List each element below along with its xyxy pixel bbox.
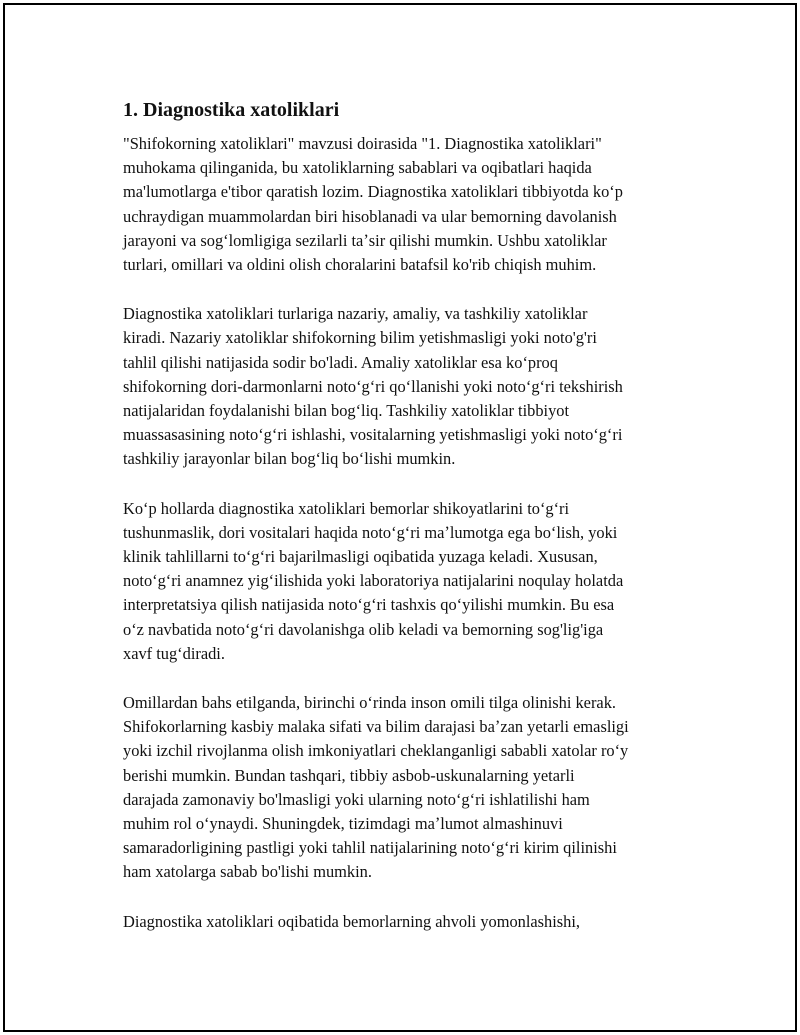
- text-line: kiradi. Nazariy xatoliklar shifokorning bilim yetishmasligi yoki noto'g'ri: [123, 328, 597, 348]
- paragraph-4: [123, 691, 695, 885]
- text-line: uchraydigan muammolardan biri hisoblanadi va ular bemorning davolanish: [123, 206, 617, 226]
- text-line: tashkiliy jarayonlar bilan bogʻliq boʻlishi mumkin.: [123, 449, 456, 469]
- text-line: oʻz navbatida notoʻgʻri davolanishga olib keladi va bemorning sog'lig'iga: [123, 619, 604, 639]
- text-line: tushunmaslik, dori vositalari haqida notoʻgʻri maʼlumotga ega boʻlish, yoki: [123, 522, 618, 542]
- text-line: berishi mumkin. Bundan tashqari, tibbiy asbob-uskunalarning yetarli: [123, 765, 575, 785]
- document-body: [123, 97, 695, 959]
- text-line: Diagnostika xatoliklari turlariga nazariy, amaliy, va tashkiliy xatoliklar: [123, 304, 588, 324]
- paragraph-1: [123, 132, 695, 277]
- text-line: shifokorning dori-darmonlarni notoʻgʻri qoʻllanishi yoki notoʻgʻri tekshirish: [123, 376, 623, 396]
- text-line: notoʻgʻri anamnez yigʻilishida yoki laboratoriya natijalarini noqulay holatda: [123, 571, 624, 591]
- text-line: turlari, omillari va oldini olish choralarini batafsil ko'rib chiqish muhim.: [123, 255, 597, 275]
- text-line: Shifokorlarning kasbiy malaka sifati va bilim darajasi baʼzan yetarli emasligi: [123, 717, 629, 737]
- section-heading: 1. Diagnostika xatoliklari: [123, 99, 340, 121]
- text-line: tahlil qilishi natijasida sodir bo'ladi. Amaliy xatoliklar esa koʻproq: [123, 352, 558, 372]
- text-line: interpretatsiya qilish natijasida notoʻgʻri tashxis qoʻyilishi mumkin. Bu esa: [123, 595, 615, 615]
- text-line: muhim rol oʻynaydi. Shuningdek, tizimdagi maʼlumot almashinuvi: [123, 814, 563, 834]
- text-line: ma'lumotlarga e'tibor qaratish lozim. Diagnostika xatoliklari tibbiyotda koʻp: [123, 182, 623, 202]
- text-line: jarayoni va sogʻlomligiga sezilarli taʼsir qilishi mumkin. Ushbu xatoliklar: [123, 230, 607, 250]
- text-line: Omillardan bahs etilganda, birinchi oʻrinda inson omili tilga olinishi kerak.: [123, 693, 616, 713]
- text-line: ham xatolarga sabab bo'lishi mumkin.: [123, 862, 372, 882]
- page-frame: [3, 3, 797, 1032]
- text-line: natijalaridan foydalanishi bilan bogʻliq. Tashkiliy xatoliklar tibbiyot: [123, 401, 570, 421]
- text-line: Diagnostika xatoliklari oqibatida bemorlarning ahvoli yomonlashishi,: [123, 911, 581, 931]
- text-line: yoki izchil rivojlanma olish imkoniyatlari cheklanganligi sababli xatolar roʻy: [123, 741, 629, 761]
- text-line: muassasasining notoʻgʻri ishlashi, vositalarning yetishmasligi yoki notoʻgʻri: [123, 425, 623, 445]
- paragraph-5: [123, 910, 695, 934]
- text-line: samaradorligining pastligi yoki tahlil natijalarining notoʻgʻri kirim qilinishi: [123, 838, 617, 858]
- paragraph-2: [123, 302, 695, 471]
- text-line: xavf tugʻdiradi.: [123, 643, 225, 663]
- text-line: muhokama qilinganida, bu xatoliklarning sabablari va oqibatlari haqida: [123, 158, 592, 178]
- paragraph-3: [123, 497, 695, 666]
- text-line: darajada zamonaviy bo'lmasligi yoki ularning notoʻgʻri ishlatilishi ham: [123, 789, 590, 809]
- text-line: klinik tahlillarni toʻgʻri bajarilmasligi oqibatida yuzaga keladi. Xususan,: [123, 547, 598, 567]
- text-line: "Shifokorning xatoliklari" mavzusi doirasida "1. Diagnostika xatoliklari": [123, 134, 602, 153]
- text-line: Koʻp hollarda diagnostika xatoliklari bemorlar shikoyatlarini toʻgʻri: [123, 498, 570, 518]
